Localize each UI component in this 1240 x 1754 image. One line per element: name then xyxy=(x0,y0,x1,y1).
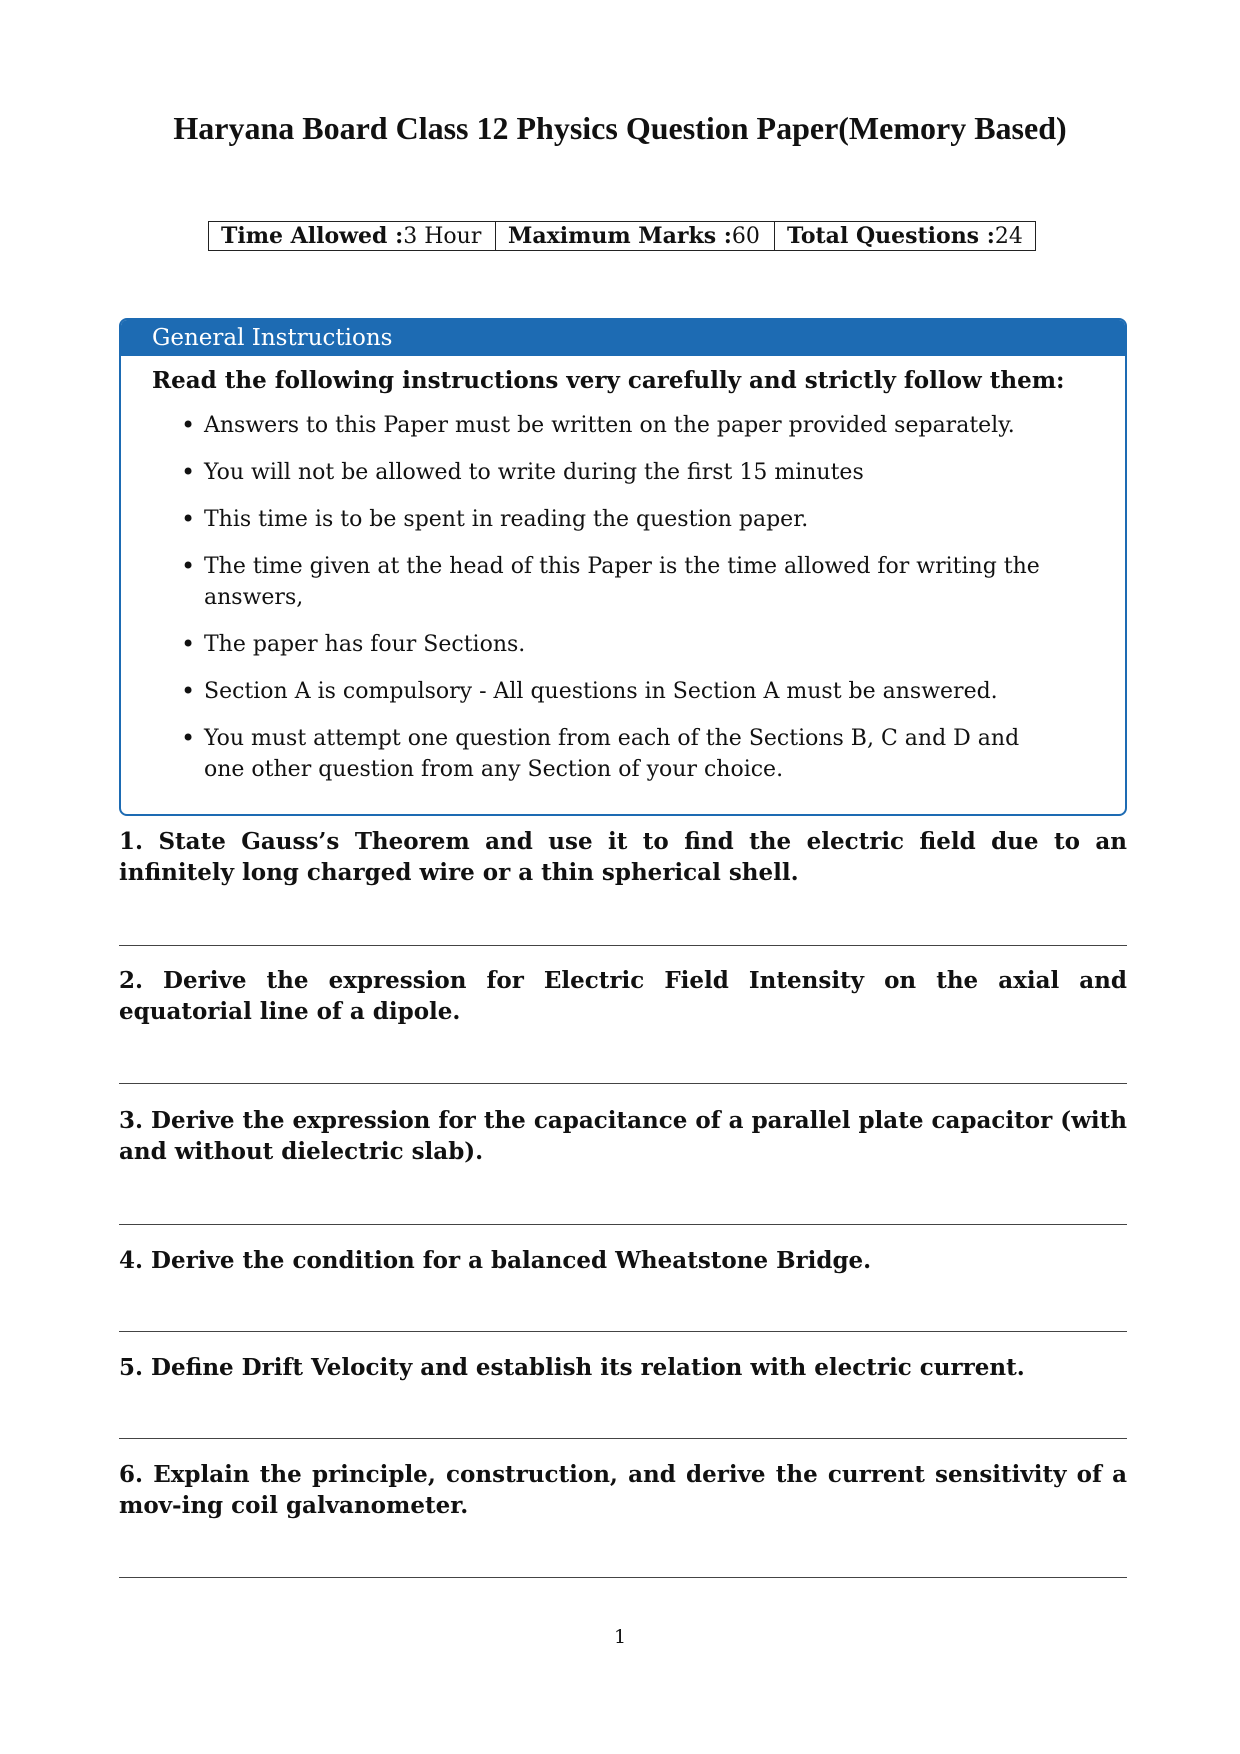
time-allowed-value: 3 Hour xyxy=(403,223,482,249)
answer-divider xyxy=(119,1224,1127,1225)
instruction-item: • Section A is compulsory - All questions in Section A must be answered. xyxy=(121,676,1125,707)
instruction-item: • You must attempt one question from each of the Sections B, C and D and one other question from any Section of your choice. xyxy=(121,723,1125,785)
time-allowed-cell xyxy=(209,222,496,250)
question-1: 1. State Gauss’s Theorem and use it to find the electric field due to an infinitely long charged wire or a thin spherical shell. xyxy=(119,828,1127,886)
total-questions-value: 24 xyxy=(994,223,1023,249)
instructions-lead: Read the following instructions very carefully and strictly follow them: xyxy=(152,367,1065,394)
general-instructions-box xyxy=(119,318,1127,816)
instructions-header: General Instructions xyxy=(121,320,1125,356)
instruction-item: • The time given at the head of this Paper is the time allowed for writing the answers, xyxy=(121,551,1125,613)
instruction-item: • This time is to be spent in reading the question paper. xyxy=(121,504,1125,535)
answer-divider xyxy=(119,1577,1127,1578)
answer-divider xyxy=(119,945,1127,946)
instructions-list xyxy=(121,410,1125,785)
maximum-marks-value: 60 xyxy=(731,223,760,249)
page-number: 1 xyxy=(613,1626,627,1648)
total-questions-label: Total Questions : xyxy=(787,222,995,249)
time-allowed-label: Time Allowed : xyxy=(221,222,404,249)
instruction-item: • The paper has four Sections. xyxy=(121,629,1125,660)
question-6: 6. Explain the principle, construction, and derive the current sensitivity of a mov-ing coil galvanometer. xyxy=(119,1461,1127,1519)
answer-divider xyxy=(119,1438,1127,1439)
instruction-item: • Answers to this Paper must be written on the paper provided separately. xyxy=(121,410,1125,441)
exam-info-table xyxy=(208,221,1036,251)
question-4: 4. Derive the condition for a balanced Wheatstone Bridge. xyxy=(119,1247,872,1274)
maximum-marks-cell xyxy=(496,222,775,250)
question-2: 2. Derive the expression for Electric Field Intensity on the axial and equatorial line of a dipole. xyxy=(119,967,1127,1025)
answer-divider xyxy=(119,1083,1127,1084)
question-5: 5. Define Drift Velocity and establish its relation with electric current. xyxy=(119,1354,1025,1381)
question-3: 3. Derive the expression for the capacitance of a parallel plate capacitor (with and without dielectric slab). xyxy=(119,1107,1127,1165)
answer-divider xyxy=(119,1331,1127,1332)
page-title: Haryana Board Class 12 Physics Question Paper(Memory Based) xyxy=(173,110,1067,146)
total-questions-cell xyxy=(775,222,1035,250)
maximum-marks-label: Maximum Marks : xyxy=(508,222,732,249)
instruction-item: • You will not be allowed to write during the first 15 minutes xyxy=(121,457,1125,488)
